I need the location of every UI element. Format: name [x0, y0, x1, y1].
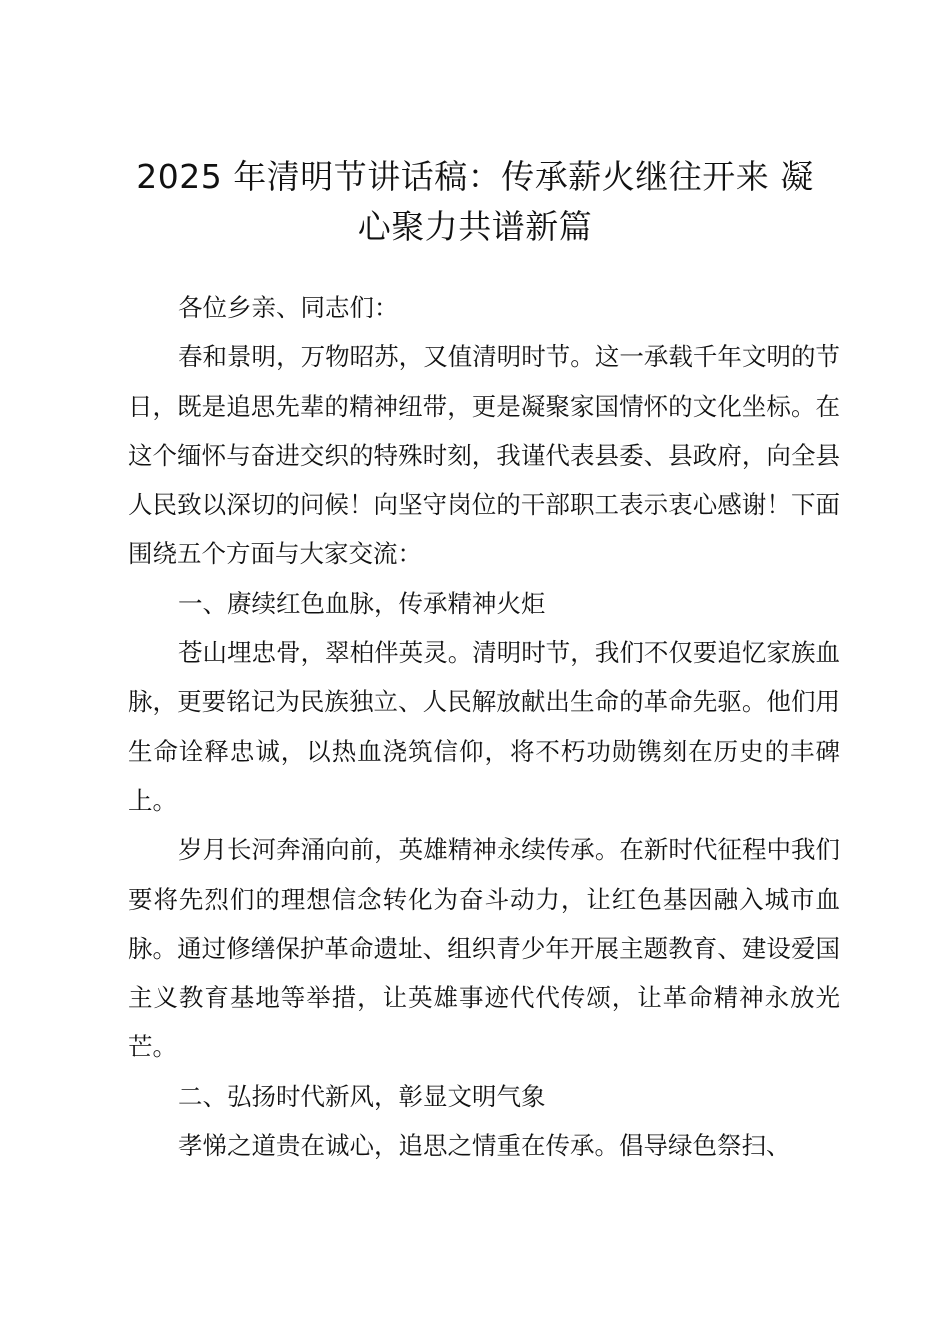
- document-title: [110, 152, 840, 252]
- paragraph-3: 岁月长河奔涌向前，英雄精神永续传承。在新时代征程中我们要将先烈们的理想信念转化为奋斗动力，让红色基因融入城市血脉。通过修缮保护革命遗址、组织青少年开展主题教育、建设爱国主义教育基地等举措，让英雄事迹代代传颂，让革命精神永放光芒。: [128, 835, 840, 1062]
- document-body: [128, 283, 840, 1170]
- section-heading-2: 二、弘扬时代新风，彰显文明气象: [178, 1081, 546, 1111]
- title-line-2: 心聚力共谱新篇: [357, 207, 593, 246]
- title-line-1: 2025 年清明节讲话稿：传承薪火继往开来 凝: [136, 157, 814, 196]
- section-heading-1: 一、赓续红色血脉，传承精神火炬: [178, 588, 546, 618]
- paragraph-2: 苍山埋忠骨，翠柏伴英灵。清明时节，我们不仅要追忆家族血脉，更要铭记为民族独立、人民解放献出生命的革命先驱。他们用生命诠释忠诚，以热血浇筑信仰，将不朽功勋镌刻在历史的丰碑上。: [128, 638, 840, 815]
- greeting: 各位乡亲、同志们：: [178, 293, 399, 322]
- paragraph-intro: 春和景明，万物昭苏，又值清明时节。这一承载千年文明的节日，既是追思先辈的精神纽带，更是凝聚家国情怀的文化坐标。在这个缅怀与奋进交织的特殊时刻，我谨代表县委、县政府，向全县人民致以深切的问候！向坚守岗位的干部职工表示衷心感谢！下面围绕五个方面与大家交流：: [128, 342, 840, 569]
- paragraph-4: 孝悌之道贵在诚心，追思之情重在传承。倡导绿色祭扫、: [178, 1131, 791, 1161]
